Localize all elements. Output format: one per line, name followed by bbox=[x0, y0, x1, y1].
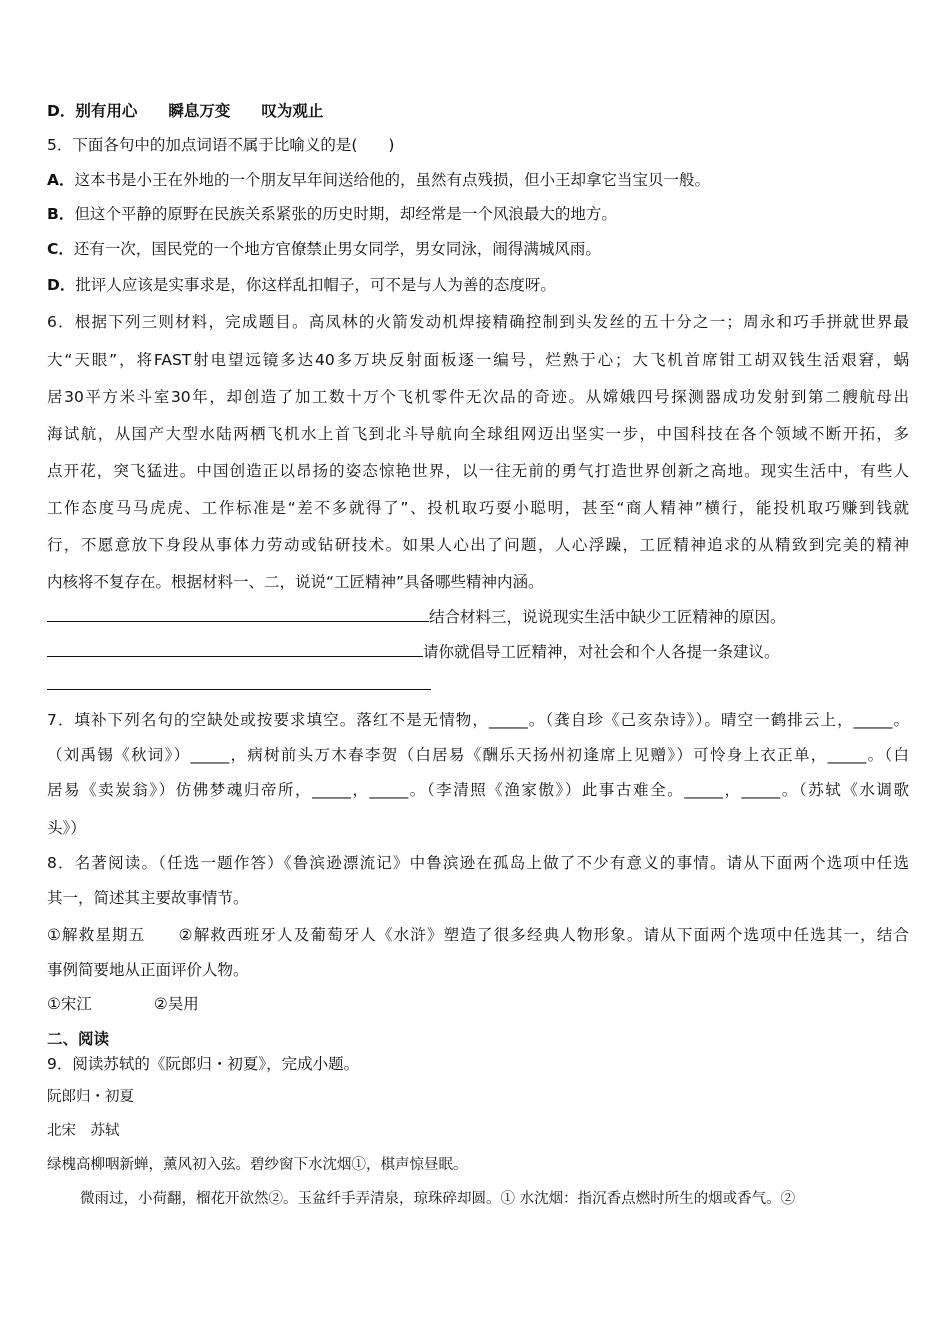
option-label: A． bbox=[47, 171, 75, 189]
q6-line: 工作态度马马虎虎、工作标准是“差不多就得了”、投机取巧耍小聪明，甚至“商人精神”横行，能投机取巧赚到钱就 bbox=[47, 499, 909, 517]
option-text: 这本书是小王在外地的一个朋友早年间送给他的，虽然有点残损，但小王却拿它当宝贝一般。 bbox=[74, 171, 711, 189]
q6-line: 大“天眼”，将FAST射电望远镜多达40多万块反射面板逐一编号，烂熟于心；大飞机首席钳工胡双钱生活艰窘，蜗 bbox=[47, 351, 909, 369]
q7-line: 7．填补下列名句的空缺处或按要求填空。落红不是无情物，_____。（龚自珍《己亥杂诗》）。晴空一鹤排云上，_____。 bbox=[47, 711, 909, 729]
option-label: D． bbox=[47, 276, 76, 294]
q5-stem: 5．下面各句中的加点词语不属于比喻义的是( ) bbox=[47, 136, 395, 154]
q6-line: 6．根据下列三则材料，完成题目。高凤林的火箭发动机焊接精确控制到头发丝的五十分之一；周永和巧手拼就世界最 bbox=[47, 313, 909, 331]
q6-answer-line-3 bbox=[47, 675, 909, 695]
poem-line: 微雨过，小荷翻，榴花开欲然②。玉盆纤手弄清泉，琼珠碎却圆。① 水沈烟：指沉香点燃时所生的烟或香气。② bbox=[80, 1191, 796, 1207]
q7-line: 居易《卖炭翁》）仿佛梦魂归帝所，_____，_____。（李清照《渔家傲》）此事古难全。_____，_____。（苏轼《水调歌 bbox=[47, 781, 909, 799]
answer-blank[interactable] bbox=[47, 675, 431, 690]
q5-option-c bbox=[47, 239, 909, 259]
q6-line: 内核将不复存在。根据材料一、二，说说“工匠精神”具备哪些精神内涵。 bbox=[47, 573, 544, 591]
q6-line: 居30平方米斗室30年，却创造了加工数十万个飞机零件无次品的奇迹。从嫦娥四号探测器成功发射到第二艘航母出 bbox=[47, 388, 909, 406]
option-text: 批评人应该是实事求是，你这样乱扣帽子，可不是与人为善的态度呀。 bbox=[75, 276, 556, 294]
option-text: 还有一次，国民党的一个地方官僚禁止男女同学，男女同泳，闹得满城风雨。 bbox=[73, 240, 601, 258]
poem-line: 绿槐高柳咽新蝉，薰风初入弦。碧纱窗下水沈烟①，棋声惊昼眠。 bbox=[47, 1157, 468, 1173]
poem-title: 阮郎归・初夏 bbox=[47, 1089, 134, 1105]
q6-answer-line-1 bbox=[47, 607, 909, 627]
q8-line: 8．名著阅读。（任选一题作答）《鲁滨逊漂流记》中鲁滨逊在孤岛上做了不少有意义的事情。请从下面两个选项中任选 bbox=[47, 854, 909, 872]
q8-line: ①宋江 ②吴用 bbox=[47, 995, 199, 1013]
poem-author: 北宋 苏轼 bbox=[47, 1123, 120, 1139]
q6-line: 海试航，从国产大型水陆两栖飞机水上首飞到北斗导航向全球组网迈出坚实一步，中国科技在各个领域不断开拓，多 bbox=[47, 425, 909, 443]
option-label: C． bbox=[47, 240, 74, 258]
q7-line: （刘禹锡《秋词》）_____，病树前头万木春李贺（白居易《酬乐天扬州初逢席上见赠》）可怜身上衣正单，_____。（白 bbox=[47, 746, 909, 764]
prompt-text: 请你就倡导工匠精神，对社会和个人各提一条建议。 bbox=[423, 643, 780, 661]
q4-option-d bbox=[47, 101, 909, 121]
q8-line: 事例简要地从正面评价人物。 bbox=[47, 961, 249, 979]
answer-blank[interactable] bbox=[47, 642, 423, 657]
q5-option-b bbox=[47, 204, 909, 224]
q7-line: 头》） bbox=[47, 819, 86, 837]
prompt-text: 结合材料三，说说现实生活中缺少工匠精神的原因。 bbox=[429, 608, 786, 626]
answer-blank[interactable] bbox=[47, 607, 429, 622]
q6-answer-line-2 bbox=[47, 642, 909, 662]
section-title: 二、阅读 bbox=[47, 1030, 110, 1048]
option-label: B． bbox=[47, 205, 75, 223]
option-label: D． bbox=[47, 102, 76, 120]
q6-line: 点开花，突飞猛进。中国创造正以昂扬的姿态惊艳世界，以一往无前的勇气打造世界创新之高地。现实生活中，有些人 bbox=[47, 462, 909, 480]
q9-stem: 9．阅读苏轼的《阮郎归・初夏》，完成小题。 bbox=[47, 1055, 360, 1073]
q8-line: ①解救星期五 ②解救西班牙人及葡萄牙人《水浒》塑造了很多经典人物形象。请从下面两个选项中任选其一，结合 bbox=[47, 926, 909, 944]
q5-option-a bbox=[47, 170, 909, 190]
q8-line: 其一，简述其主要故事情节。 bbox=[47, 889, 249, 907]
option-text: 但这个平静的原野在民族关系紧张的历史时期，却经常是一个风浪最大的地方。 bbox=[74, 205, 617, 223]
q5-option-d bbox=[47, 275, 909, 295]
option-text: 别有用心 瞬息万变 叹为观止 bbox=[75, 102, 324, 120]
q6-line: 行，不愿意放下身段从事体力劳动或钻研技术。如果人心出了问题，人心浮躁，工匠精神追求的从精致到完美的精神 bbox=[47, 536, 909, 554]
